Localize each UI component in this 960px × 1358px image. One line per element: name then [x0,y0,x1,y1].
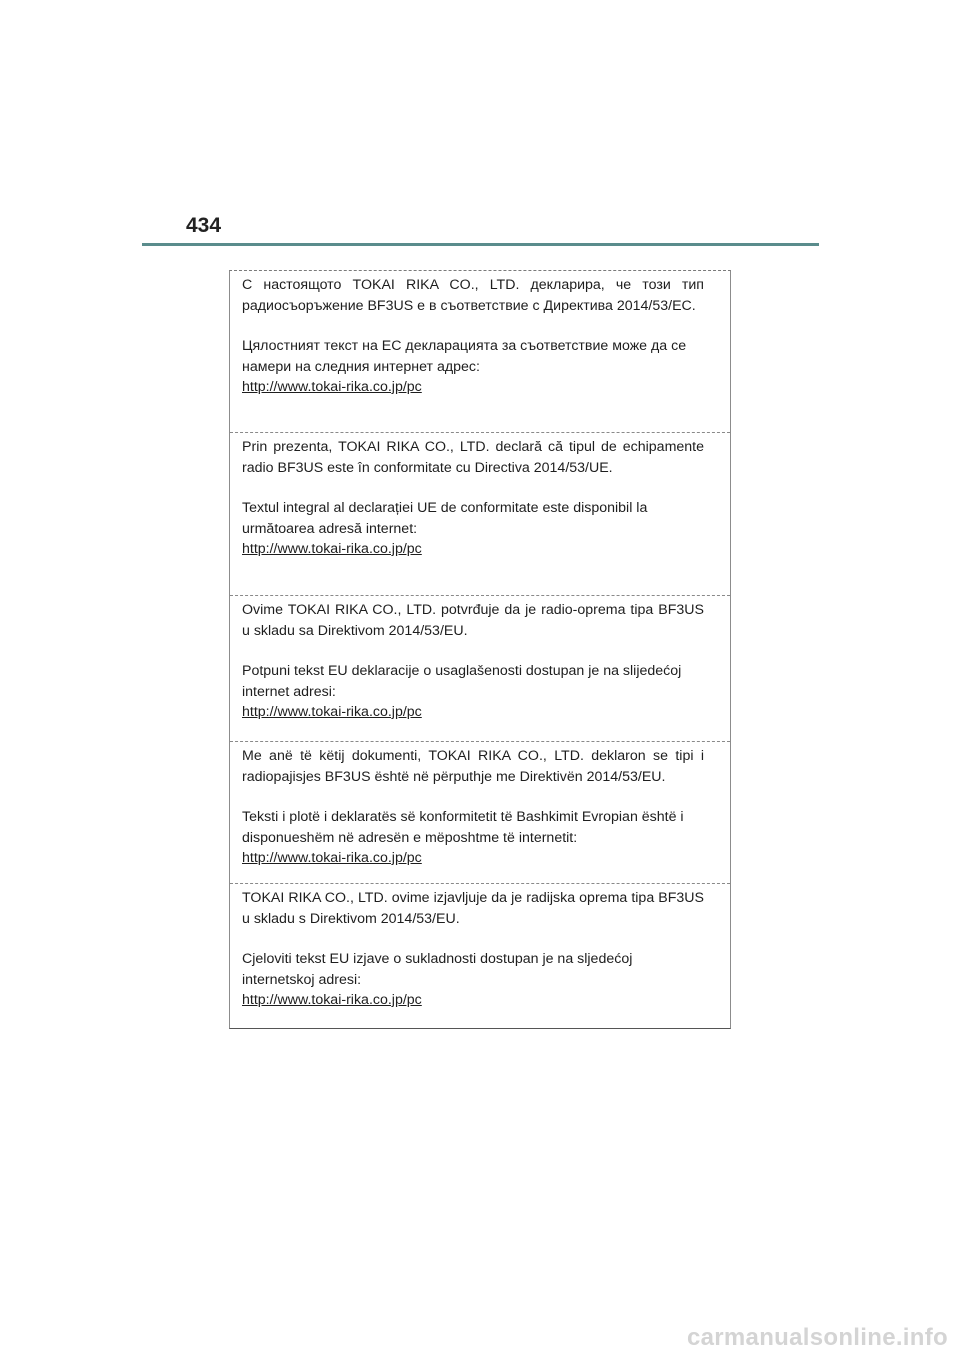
declaration-full-text-note: Cjeloviti tekst EU izjave o sukladnosti dostupan je na sljedećoj internetskoj adresi: [242,951,633,988]
declaration-statement: Me anë të këtij dokumenti, TOKAI RIKA CO., LTD. deklaron se tipi i radiopajisjes BF3US është në përputhje me Direktivën 2014/53/EU. [242,748,704,785]
declaration-link[interactable]: http://www.tokai-rika.co.jp/pc [242,992,422,1008]
declaration-bulgarian [230,271,730,433]
declaration-statement: TOKAI RIKA CO., LTD. ovime izjavljuje da je radijska oprema tipa BF3US u skladu s Direktivom 2014/53/EU. [242,890,704,927]
declaration-full-text-note: Textul integral al declarației UE de conformitate este disponibil la următoarea adresă internet: [242,500,648,537]
page-number: 434 [186,214,222,237]
declaration-statement: Ovime TOKAI RIKA CO., LTD. potvrđuje da je radio-oprema tipa BF3US u skladu sa Direktivom 2014/53/EU. [242,602,704,639]
declaration-albanian [230,742,730,884]
site-watermark: carmanualsonline.info [686,1324,948,1351]
declaration-table [229,270,731,1029]
declaration-full-text-note: Teksti i plotë i deklaratës së konformitetit të Bashkimit Evropian është i disponueshëm në adresën e mëposhtme të internetit: [242,809,684,846]
declaration-link[interactable]: http://www.tokai-rika.co.jp/pc [242,541,422,557]
declaration-link[interactable]: http://www.tokai-rika.co.jp/pc [242,850,422,866]
declaration-croatian [230,884,730,1028]
declaration-link[interactable]: http://www.tokai-rika.co.jp/pc [242,379,422,395]
declaration-statement: Prin prezenta, TOKAI RIKA CO., LTD. declară că tipul de echipamente radio BF3US este în conformitate cu Directiva 2014/53/UE. [242,439,704,476]
declaration-full-text-note: Potpuni tekst EU deklaracije o usaglašenosti dostupan je na slijedećoj internet adresi: [242,663,682,700]
declaration-full-text-note: Цялостният текст на ЕС декларацията за съответствие може да се намери на следния интернет адрес: [242,338,687,375]
declaration-link[interactable]: http://www.tokai-rika.co.jp/pc [242,704,422,720]
declaration-serbian [230,596,730,742]
declaration-statement: С настоящото TOKAI RIKA CO., LTD. декларира, че този тип радиосъоръжение BF3US е в съответствие с Директива 2014/53/ЕС. [242,277,704,314]
declaration-romanian [230,433,730,596]
header-rule [142,243,819,246]
